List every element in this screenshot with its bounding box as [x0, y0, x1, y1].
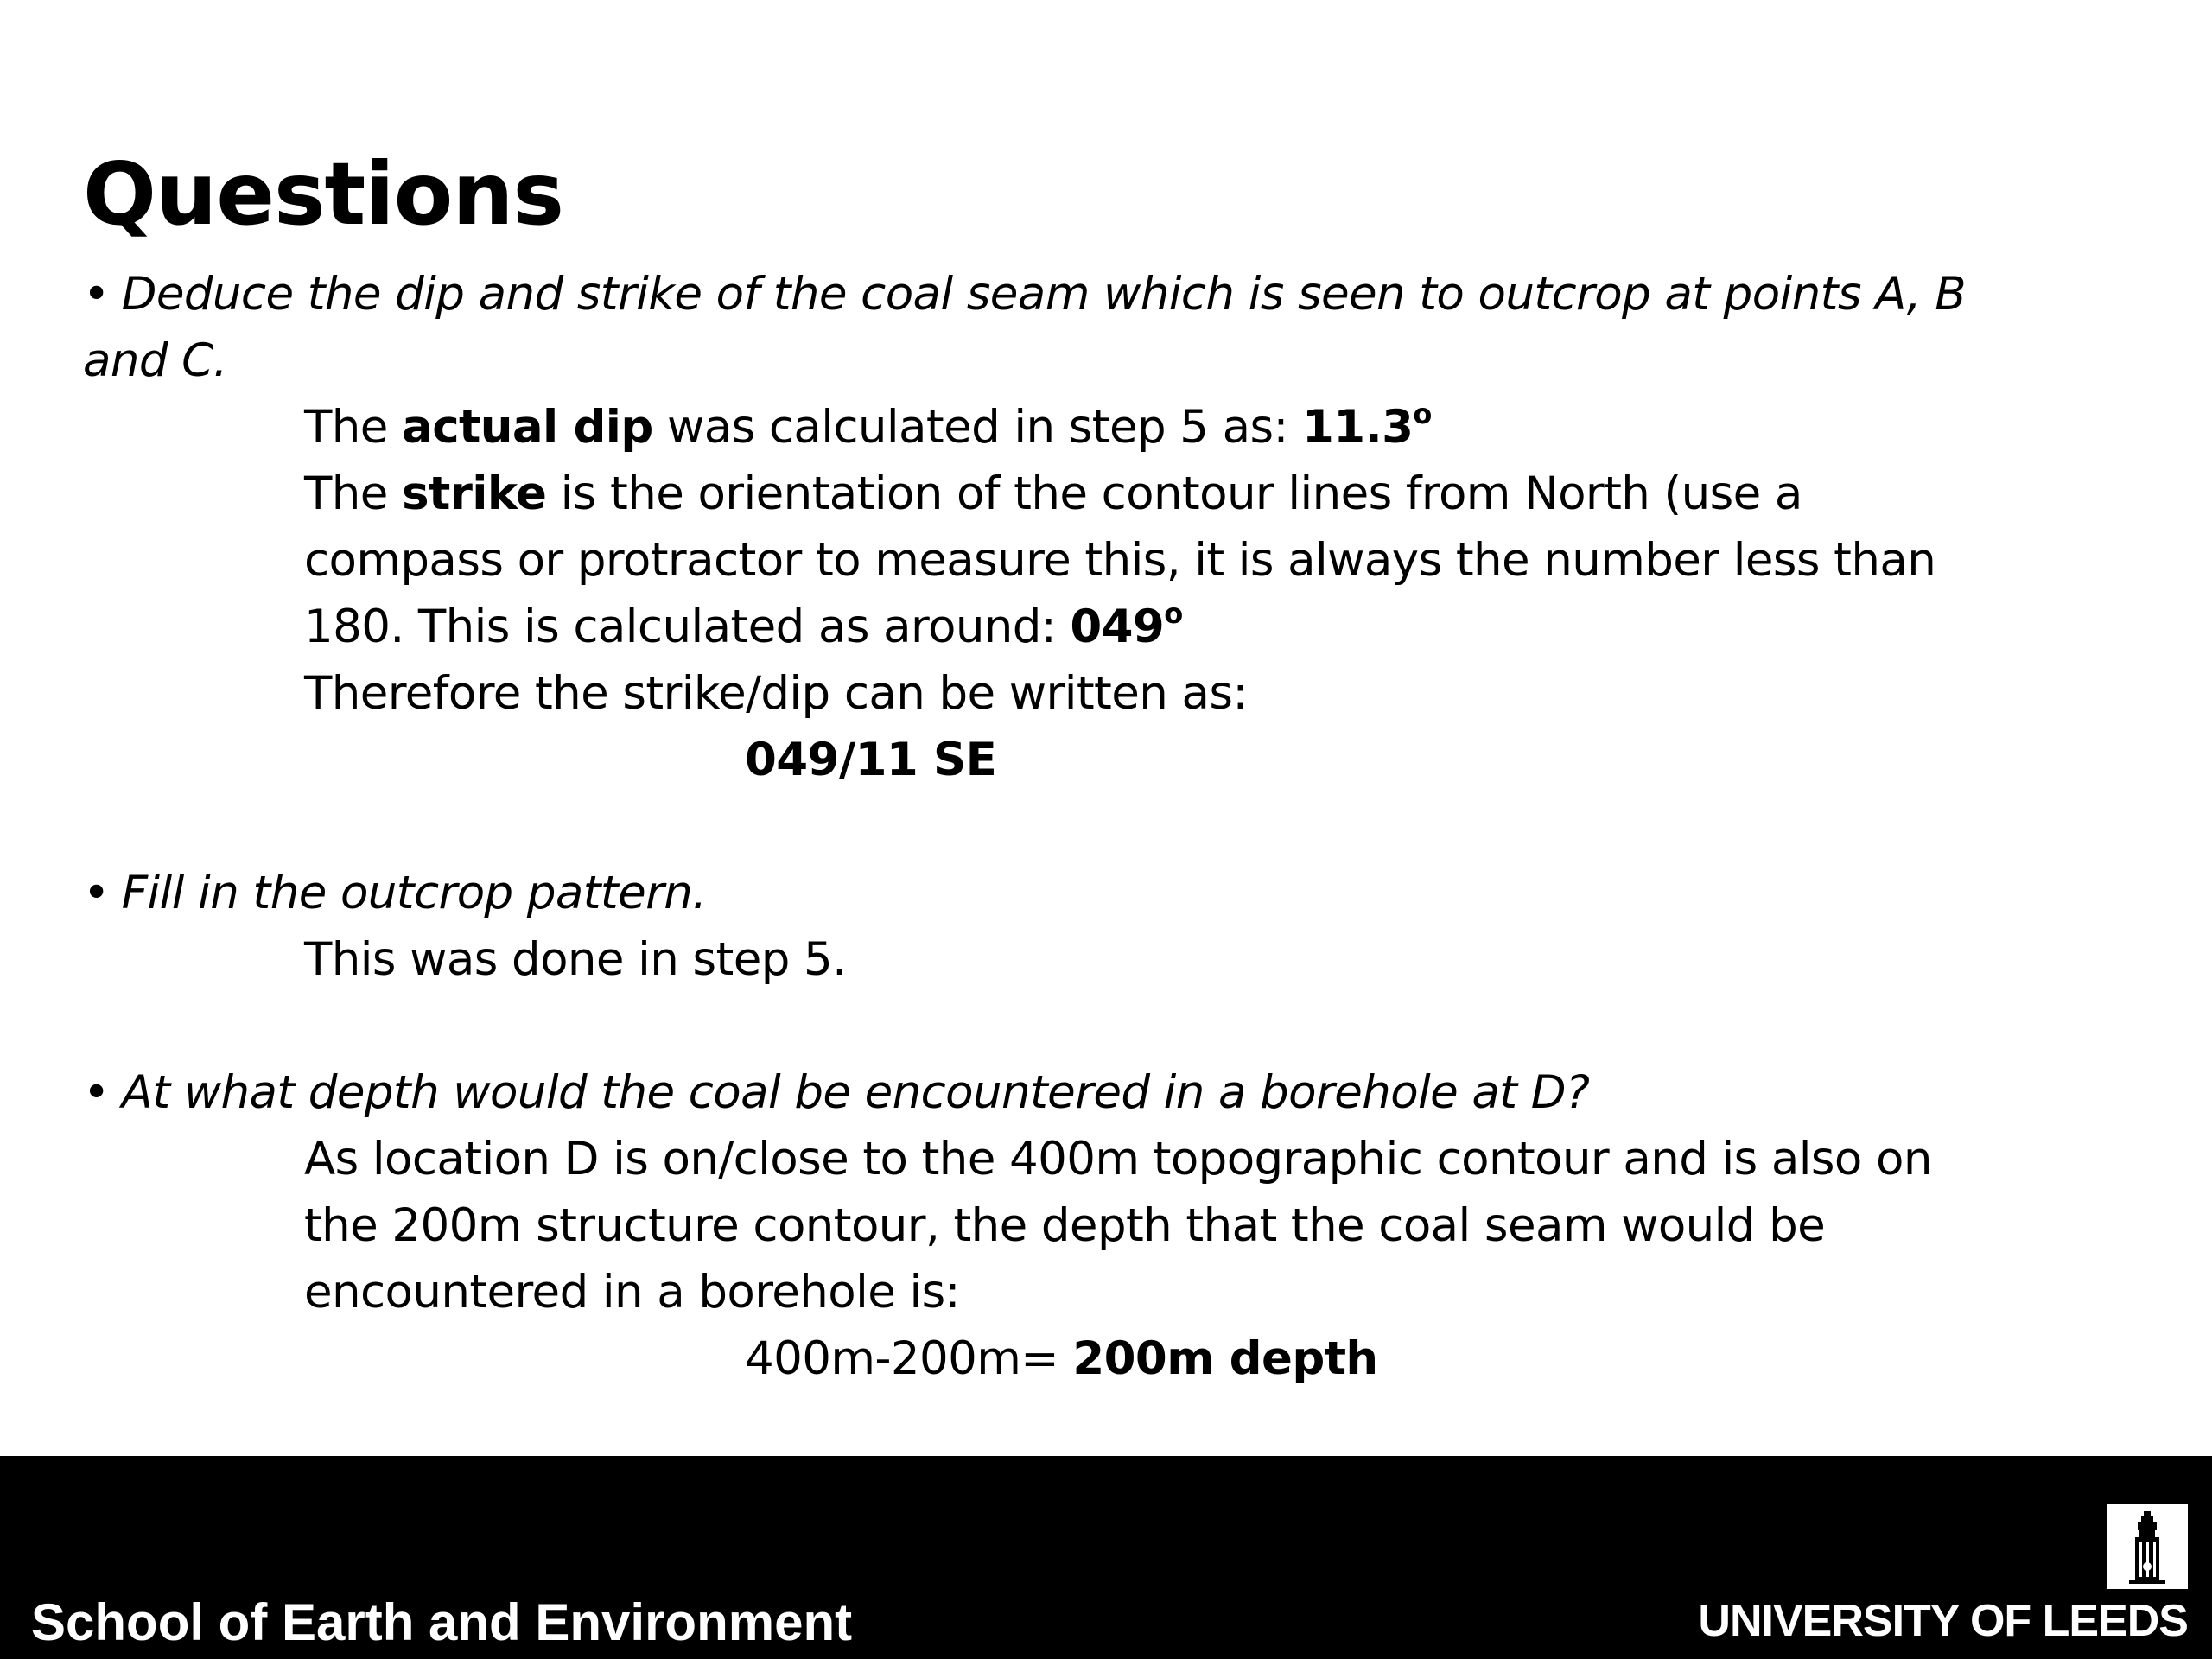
answer-text: The: [304, 401, 403, 454]
question-1-text: Deduce the dip and strike of the coal seam which is seen to outcrop at points A, B: [121, 268, 1966, 321]
dip-value: 11.3: [1302, 401, 1414, 454]
answer-3-line-1: As location D is on/close to the 400m topographic contour and is also on: [304, 1133, 1932, 1185]
degree-unit: o: [1164, 597, 1183, 630]
bullet-icon: •: [83, 867, 110, 919]
question-1-line-1: [83, 261, 1966, 327]
question-2-text: Fill in the outcrop pattern.: [121, 867, 707, 919]
answer-text: 180. This is calculated as around:: [304, 601, 1071, 653]
answer-3-calculation: [745, 1325, 1378, 1392]
answer-3-line-3: encountered in a borehole is:: [304, 1266, 960, 1319]
university-name: UNIVERSITY OF LEEDS: [1698, 1596, 2188, 1646]
slide-title: Questions: [83, 143, 564, 245]
answer-text: The: [304, 467, 403, 520]
question-2: [83, 860, 707, 926]
answer-text: is the orientation of the contour lines from North (use a: [546, 467, 1802, 520]
bullet-icon: •: [83, 1066, 110, 1119]
strike-term: strike: [402, 467, 547, 520]
answer-1-result: 049/11 SE: [745, 734, 997, 786]
depth-result: 200m depth: [1072, 1332, 1378, 1385]
university-crest-icon: [2107, 1504, 2188, 1589]
answer-1-dip: [304, 394, 1432, 461]
answer-1-strike-line-2: compass or protractor to measure this, it is always the number less than: [304, 534, 1936, 587]
bullet-icon: •: [83, 268, 110, 321]
answer-text: was calculated in step 5 as:: [652, 401, 1303, 454]
answer-1-strike-line-1: [304, 461, 1802, 527]
school-name: School of Earth and Environment: [31, 1593, 853, 1651]
question-3-text: At what depth would the coal be encountered in a borehole at D?: [121, 1066, 1590, 1119]
answer-3-line-2: the 200m structure contour, the depth that the coal seam would be: [304, 1199, 1826, 1252]
answer-2: This was done in step 5.: [304, 933, 847, 986]
footer-bar: [0, 1456, 2212, 1659]
question-1-line-2: and C.: [83, 334, 227, 387]
degree-unit: o: [1413, 397, 1432, 430]
question-3: [83, 1059, 1589, 1126]
strike-value: 049: [1070, 601, 1165, 653]
dip-term: actual dip: [402, 401, 653, 454]
answer-1-therefore: Therefore the strike/dip can be written as:: [304, 667, 1248, 720]
calculation-text: 400m-200m=: [745, 1332, 1073, 1385]
answer-1-strike-line-3: [304, 594, 1183, 660]
